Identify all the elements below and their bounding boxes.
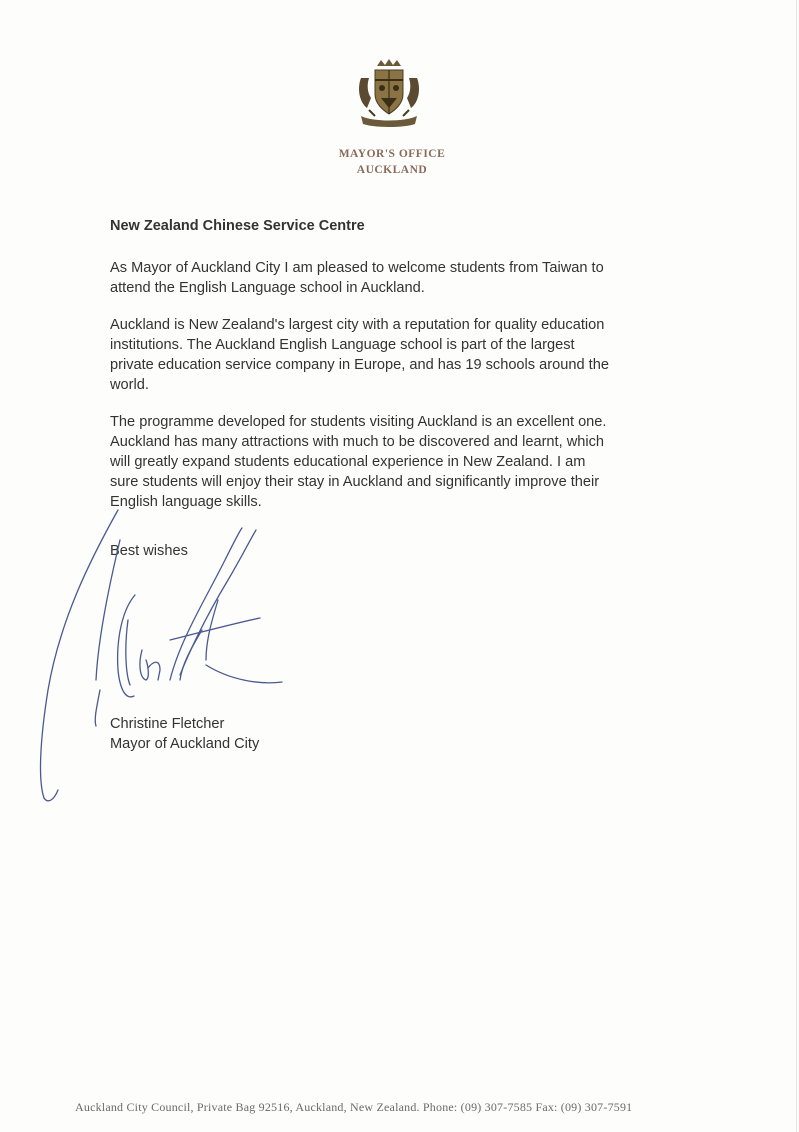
paragraph-1: As Mayor of Auckland City I am pleased to welcome students from Taiwan to attend the English Language school in Auckland. <box>110 260 604 296</box>
letterhead-office <box>300 146 484 178</box>
footer-address: Auckland City Council, Private Bag 92516, Auckland, New Zealand. Phone: (09) 307-7585 Fax: (09) 307-7591 <box>75 1100 633 1114</box>
signer-block <box>110 714 259 754</box>
signer-title: Mayor of Auckland City <box>110 736 260 752</box>
scan-edge <box>796 0 797 1132</box>
signer-name: Christine Fletcher <box>110 716 225 732</box>
handwritten-signature <box>30 500 330 820</box>
closing-salutation: Best wishes <box>110 543 188 559</box>
letterhead-line-2: AUCKLAND <box>356 164 428 176</box>
paragraph-3: The programme developed for students visiting Auckland is an excellent one. Auckland has many attractions with much to be discovered and learnt, which will greatly expand students educational experience in New Zealand. I am sure students will enjoy their stay in Auckland and significantly improve their English language skills. <box>110 414 607 510</box>
paragraph-2: Auckland is New Zealand's largest city with a reputation for quality education institutions. The Auckland English Language school is part of the largest private education service company in Europe, and has 19 schools around the world. <box>110 317 609 393</box>
recipient-heading: New Zealand Chinese Service Centre <box>110 218 365 234</box>
letterhead-line-1: MAYOR'S OFFICE <box>338 148 446 160</box>
coat-of-arms-icon <box>355 58 423 130</box>
